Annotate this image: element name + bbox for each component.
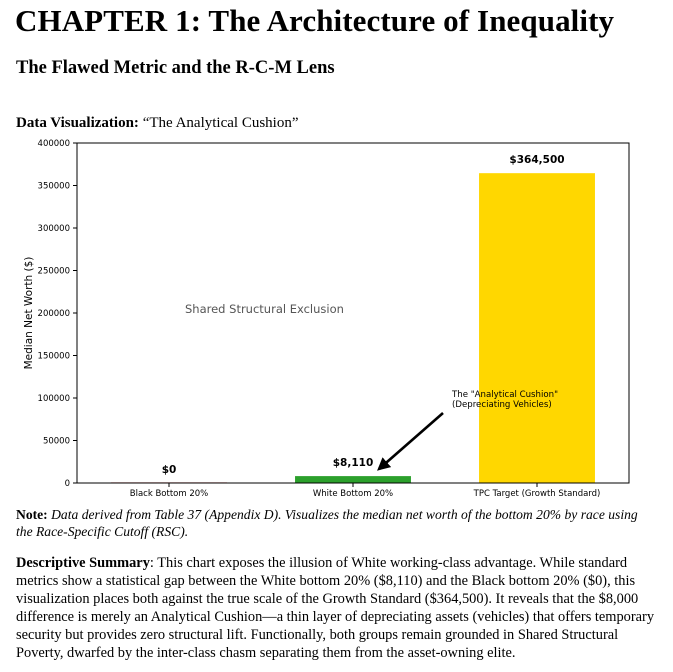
analytical-cushion-arrow (379, 413, 443, 469)
chapter-title: CHAPTER 1: The Architecture of Inequality (15, 3, 615, 38)
y-axis-label: Median Net Worth ($) (23, 256, 35, 370)
y-tick-label: 350000 (37, 181, 70, 192)
chart-note-text: Data derived from Table 37 (Appendix D). Visualizes the median net worth of the bottom 20% by race using the Race-Specific Cutoff (RSC). (16, 507, 638, 539)
chart-note-label: Note: (16, 507, 48, 522)
y-tick-label: 250000 (37, 266, 70, 277)
shared-exclusion-annotation: Shared Structural Exclusion (185, 302, 344, 316)
y-tick-label: 150000 (37, 351, 70, 362)
x-tick-label: White Bottom 20% (312, 489, 394, 499)
visualization-caption (16, 115, 298, 132)
bar (479, 173, 595, 483)
bar-value-label: $364,500 (509, 154, 565, 167)
descriptive-summary (16, 554, 662, 662)
visualization-caption-label: Data Visualization: (16, 115, 139, 131)
y-tick-label: 50000 (42, 436, 70, 447)
x-tick-label: TPC Target (Growth Standard) (473, 489, 601, 499)
y-axis-ticks (38, 139, 77, 489)
y-tick-label: 300000 (37, 224, 70, 234)
bar-value-label: $8,110 (332, 457, 374, 470)
y-tick-label: 400000 (37, 139, 70, 149)
visualization-caption-text: “The Analytical Cushion” (142, 115, 299, 131)
descriptive-summary-text: : This chart exposes the illusion of White working-class advantage. While standard metrics show a statistical gap between the White bottom 20% ($8,110) and the Black bottom 20% ($0), this visualization places both against the true scale of the Growth Standard ($364,500). It reveals that the $8,000 difference is merely an Analytical Cushion—a thin layer of depreciating assets (vehicles) that offers temporary security but provides zero structural lift. Functionally, both groups remain grounded in Shared Structural Poverty, dwarfed by the inter-class chasm separating them from the asset-owning elite. (16, 555, 655, 661)
analytical-cushion-annotation-line1: The "Analytical Cushion" (452, 390, 559, 400)
bar-value-label: $0 (161, 464, 177, 476)
y-tick-label: 100000 (37, 394, 70, 404)
section-title: The Flawed Metric and the R-C-M Lens (16, 58, 335, 78)
x-tick-label: Black Bottom 20% (129, 489, 209, 499)
bar (295, 476, 411, 483)
chart-note (16, 506, 656, 540)
y-tick-label: 200000 (37, 309, 70, 319)
net-worth-bar-chart (18, 136, 638, 502)
descriptive-summary-label: Descriptive Summary (16, 555, 150, 571)
bars-group (111, 173, 595, 483)
y-tick-label: 0 (64, 479, 70, 489)
x-axis-ticks (130, 483, 601, 499)
analytical-cushion-annotation-line2: (Depreciating Vehicles) (452, 400, 552, 410)
